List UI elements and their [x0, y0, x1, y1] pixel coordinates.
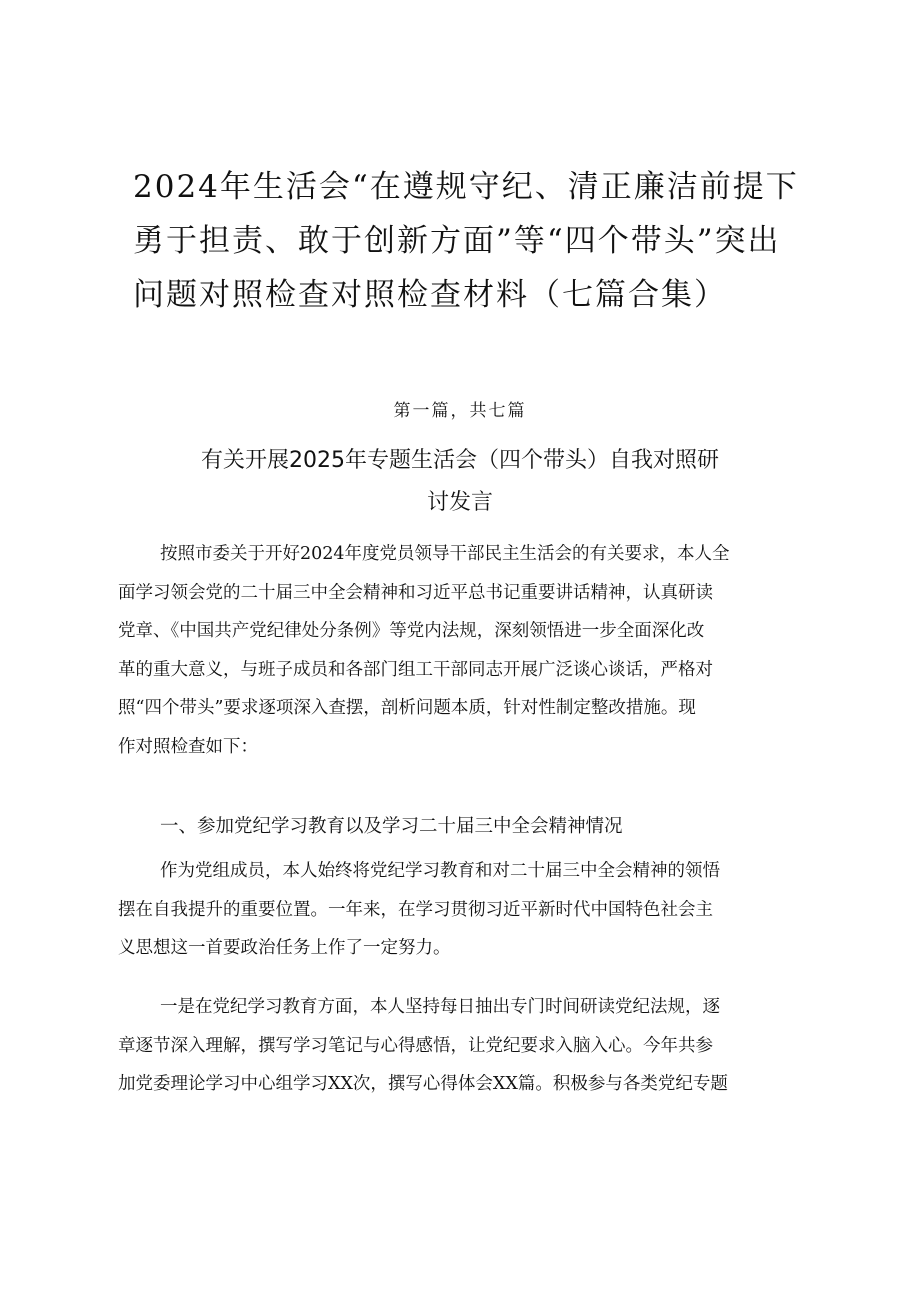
paragraph-line: 一是在党纪学习教育方面，本人坚持每日抽出专门时间研读党纪法规，逐: [160, 997, 720, 1017]
paragraph-line: 义思想这一首要政治任务上作了一定努力。: [118, 938, 451, 958]
section1-paragraph-1: [118, 852, 808, 968]
intro-paragraph: [118, 535, 808, 766]
paragraph-line: 作对照检查如下：: [118, 736, 258, 757]
paragraph-line: 面学习领会党的二十届三中全会精神和习近平总书记重要讲话精神，认真研读: [118, 582, 713, 603]
main-title: [133, 160, 823, 322]
section1-paragraph-2: [118, 988, 808, 1104]
paragraph-line: 照“四个带头”要求逐项深入查摆，剖析问题本质，针对性制定整改措施。现: [118, 698, 696, 718]
article-title-line-2: 讨发言: [426, 490, 493, 515]
main-title-line-2: 勇于担责、敢于创新方面”等“四个带头”突出: [133, 223, 781, 259]
paragraph-line: 革的重大意义，与班子成员和各部门组工干部同志开展广泛谈心谈话，严格对: [118, 659, 713, 680]
paragraph-line: 党章、《中国共产党纪律处分条例》等党内法规，深刻领悟进一步全面深化改: [118, 621, 705, 641]
paragraph-line: 按照市委关于开好2024年度党员领导干部民主生活会的有关要求，本人全: [160, 544, 730, 564]
article-title: [125, 440, 795, 524]
article-title-line-1: 有关开展2025年专题生活会（四个带头）自我对照研: [201, 448, 719, 473]
paragraph-line: 加党委理论学习中心组学习XX次，撰写心得体会XX篇。积极参与各类党纪专题: [118, 1074, 728, 1094]
paragraph-line: 作为党组成员，本人始终将党纪学习教育和对二十届三中全会精神的领悟: [160, 861, 720, 881]
main-title-line-3: 问题对照检查对照检查材料（七篇合集）: [133, 277, 727, 313]
paragraph-line: 章逐节深入理解，撰写学习笔记与心得感悟，让党纪要求入脑入心。今年共参: [118, 1035, 713, 1056]
section-label: 第一篇，共七篇: [393, 401, 527, 421]
section-heading-1: 一、参加党纪学习教育以及学习二十届三中全会精神情况: [160, 816, 623, 837]
paragraph-line: 摆在自我提升的重要位置。一年来，在学习贯彻习近平新时代中国特色社会主: [118, 899, 713, 920]
main-title-line-1: 2024年生活会“在遵规守纪、清正廉洁前提下: [133, 169, 799, 205]
